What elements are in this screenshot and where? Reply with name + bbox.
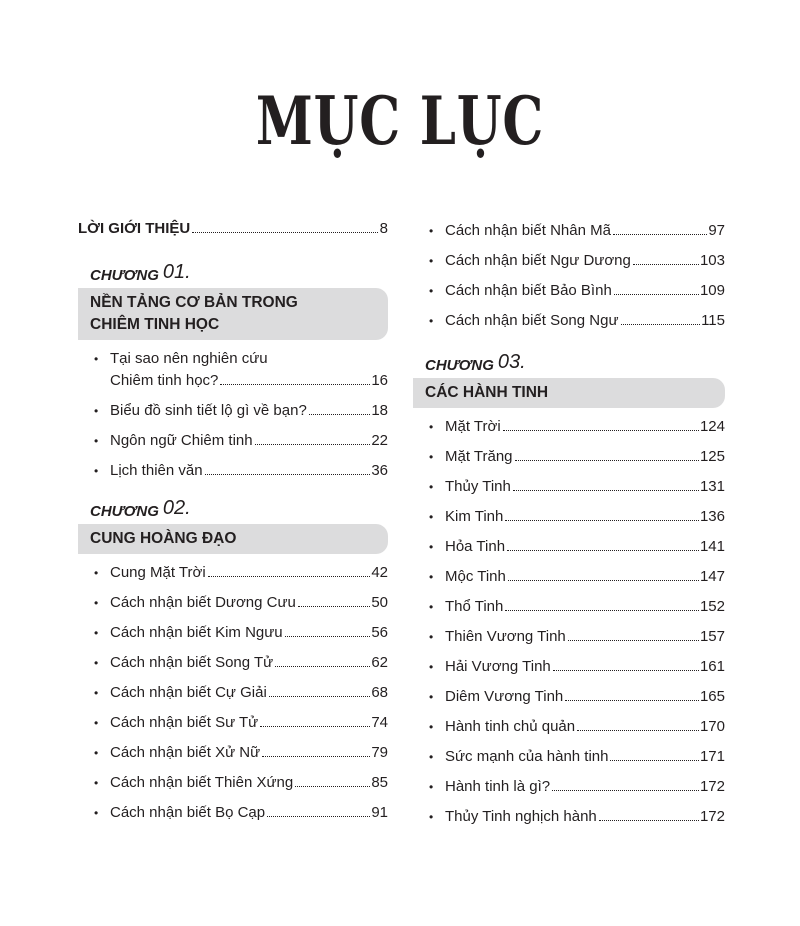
toc-entry[interactable] (78, 592, 388, 614)
entry-label: Cách nhận biết Thiên Xứng (110, 774, 294, 791)
leader-dots (565, 699, 699, 701)
entry-label: Cách nhận biết Ngư Dương (445, 252, 631, 269)
entry-label: Cách nhận biết Xử Nữ (110, 744, 261, 761)
bullet-icon: • (94, 746, 99, 760)
leader-dots (553, 669, 699, 671)
bullet-icon: • (429, 420, 434, 434)
bullet-icon: • (94, 776, 99, 790)
leader-dots (192, 231, 377, 233)
leader-dots (505, 609, 699, 611)
toc-entry[interactable] (78, 802, 388, 824)
entry-page: 141 (699, 538, 725, 555)
entry-page: 22 (371, 432, 388, 449)
bullet-icon: • (429, 660, 434, 674)
entry-label: Cách nhận biết Cự Giải (110, 684, 267, 701)
leader-dots (269, 695, 371, 697)
entry-label: Mặt Trăng (445, 448, 513, 465)
entry-page: 157 (699, 628, 725, 645)
entry-label: Cách nhận biết Song Ngư (445, 312, 619, 329)
toc-entry[interactable] (413, 310, 725, 332)
intro-page: 8 (379, 220, 388, 237)
entry-label: Cách nhận biết Sư Tử (110, 714, 259, 731)
chapter-word: CHƯƠNG (90, 267, 159, 284)
leader-dots (508, 579, 699, 581)
toc-entry[interactable] (78, 430, 388, 452)
leader-dots (309, 413, 371, 415)
toc-entry[interactable] (413, 566, 725, 588)
bullet-icon: • (94, 464, 99, 478)
toc-left-column (78, 220, 388, 824)
leader-dots (262, 755, 370, 757)
chapter-title-line: NỀN TẢNG CƠ BẢN TRONG (90, 294, 298, 311)
leader-dots (505, 519, 699, 521)
entry-page: 50 (371, 594, 388, 611)
leader-dots (568, 639, 699, 641)
entry-page: 131 (699, 478, 725, 495)
page-title: MỤC LỤC (255, 82, 545, 160)
entry-label: Thủy Tinh (445, 478, 511, 495)
entry-label: Thiên Vương Tinh (445, 628, 566, 645)
leader-dots (205, 473, 371, 475)
leader-dots (610, 759, 698, 761)
entry-label: Hành tinh chủ quản (445, 718, 576, 735)
chapter-03-items (413, 416, 725, 828)
chapter-01-heading (78, 254, 388, 284)
intro-label: LỜI GIỚI THIỆU (78, 220, 191, 237)
entry-label: Mặt Trời (445, 418, 501, 435)
leader-dots (275, 665, 370, 667)
entry-page: 172 (699, 778, 725, 795)
entry-label: Diêm Vương Tinh (445, 688, 564, 705)
chapter-02-heading (78, 490, 388, 520)
toc-entry[interactable] (413, 806, 725, 828)
toc-entry[interactable] (413, 626, 725, 648)
toc-entry[interactable] (413, 716, 725, 738)
toc-entry[interactable] (413, 446, 725, 468)
bullet-icon: • (94, 716, 99, 730)
entry-page: 36 (371, 462, 388, 479)
toc-entry[interactable] (78, 562, 388, 584)
toc-entry[interactable] (78, 652, 388, 674)
entry-label: Thổ Tinh (445, 598, 504, 615)
bullet-icon: • (94, 596, 99, 610)
leader-dots (255, 443, 371, 445)
entry-label: Cách nhận biết Dương Cưu (110, 594, 296, 611)
entry-page: 18 (371, 402, 388, 419)
entry-page: 97 (708, 222, 725, 239)
entry-page: 42 (371, 564, 388, 581)
chapter-02-title (78, 524, 388, 554)
toc-entry[interactable] (78, 460, 388, 482)
entry-page: 56 (371, 624, 388, 641)
entry-label: Thủy Tinh nghịch hành (445, 808, 597, 825)
entry-page: 62 (371, 654, 388, 671)
chapter-number: 03. (497, 351, 526, 373)
entry-label: Mộc Tinh (445, 568, 506, 585)
entry-label: Cách nhận biết Song Tử (110, 654, 274, 671)
entry-page: 79 (371, 744, 388, 761)
chapter-02-items-right (413, 220, 725, 332)
toc-entry[interactable] (78, 622, 388, 644)
entry-page: 136 (699, 508, 725, 525)
entry-page: 109 (699, 282, 725, 299)
entry-label: Lịch thiên văn (110, 462, 203, 479)
bullet-icon: • (94, 566, 99, 580)
chapter-03-title (413, 378, 725, 408)
entry-page: 16 (371, 372, 388, 389)
entry-page: 85 (371, 774, 388, 791)
bullet-icon: • (429, 540, 434, 554)
bullet-icon: • (94, 626, 99, 640)
leader-dots (507, 549, 699, 551)
chapter-01-items (78, 348, 388, 482)
bullet-icon: • (429, 750, 434, 764)
entry-label: Cách nhận biết Bọ Cạp (110, 804, 266, 821)
leader-dots (295, 785, 370, 787)
entry-label: Cách nhận biết Kim Ngưu (110, 624, 283, 641)
entry-label-line1: Tại sao nên nghiên cứu (110, 350, 268, 367)
chapter-number: 02. (162, 497, 191, 519)
toc-right-column (413, 220, 725, 828)
entry-page: 172 (699, 808, 725, 825)
entry-label: Biểu đồ sinh tiết lộ gì về bạn? (110, 402, 307, 419)
entry-page: 74 (371, 714, 388, 731)
toc-entry[interactable] (413, 656, 725, 678)
toc-entry[interactable] (78, 772, 388, 794)
entry-label: Hỏa Tinh (445, 538, 506, 555)
bullet-icon: • (429, 254, 434, 268)
leader-dots (599, 819, 699, 821)
entry-page: 171 (699, 748, 725, 765)
leader-dots (513, 489, 699, 491)
leader-dots (267, 815, 370, 817)
leader-dots (552, 789, 699, 791)
toc-entry-intro[interactable] (78, 220, 388, 242)
entry-label: Hành tinh là gì? (445, 778, 551, 795)
bullet-icon: • (429, 480, 434, 494)
toc-entry[interactable] (78, 682, 388, 704)
leader-dots (633, 263, 699, 265)
entry-page: 152 (699, 598, 725, 615)
bullet-icon: • (94, 656, 99, 670)
bullet-icon: • (94, 686, 99, 700)
toc-entry[interactable] (413, 250, 725, 272)
entry-page: 170 (699, 718, 725, 735)
entry-label: Cách nhận biết Nhân Mã (445, 222, 611, 239)
bullet-icon: • (429, 810, 434, 824)
toc-entry[interactable] (413, 280, 725, 302)
bullet-icon: • (429, 720, 434, 734)
chapter-01-title (78, 288, 388, 340)
entry-page: 165 (699, 688, 725, 705)
chapter-title-line: CUNG HOÀNG ĐẠO (90, 530, 237, 547)
entry-label: Kim Tinh (445, 508, 504, 525)
toc-entry[interactable] (413, 776, 725, 798)
leader-dots (220, 383, 370, 385)
chapter-title-line: CÁC HÀNH TINH (425, 384, 549, 401)
leader-dots (298, 605, 370, 607)
leader-dots (503, 429, 699, 431)
bullet-icon: • (429, 450, 434, 464)
bullet-icon: • (429, 284, 434, 298)
chapter-title-line: CHIÊM TINH HỌC (90, 316, 220, 333)
toc-entry[interactable] (78, 348, 388, 392)
entry-label: Hải Vương Tinh (445, 658, 551, 675)
leader-dots (515, 459, 699, 461)
toc-entry[interactable] (413, 416, 725, 438)
chapter-02-items-left (78, 562, 388, 824)
toc-entry[interactable] (78, 742, 388, 764)
toc-entry[interactable] (413, 476, 725, 498)
bullet-icon: • (429, 690, 434, 704)
chapter-word: CHƯƠNG (425, 357, 494, 374)
leader-dots (614, 293, 699, 295)
bullet-icon: • (94, 352, 99, 366)
bullet-icon: • (429, 630, 434, 644)
leader-dots (577, 729, 699, 731)
entry-page: 125 (699, 448, 725, 465)
toc-entry[interactable] (413, 220, 725, 242)
chapter-word: CHƯƠNG (90, 503, 159, 520)
toc-entry[interactable] (413, 746, 725, 768)
chapter-number: 01. (162, 261, 191, 283)
entry-label: Cách nhận biết Bảo Bình (445, 282, 612, 299)
entry-label: Ngôn ngữ Chiêm tinh (110, 432, 253, 449)
chapter-03-heading (413, 344, 725, 374)
leader-dots (621, 323, 701, 325)
bullet-icon: • (429, 780, 434, 794)
toc-entry[interactable] (78, 712, 388, 734)
entry-page: 68 (371, 684, 388, 701)
toc-entry[interactable] (78, 400, 388, 422)
toc-entry[interactable] (413, 686, 725, 708)
entry-page: 91 (371, 804, 388, 821)
entry-page: 115 (701, 312, 725, 329)
leader-dots (260, 725, 370, 727)
bullet-icon: • (429, 600, 434, 614)
entry-page: 147 (699, 568, 725, 585)
leader-dots (613, 233, 707, 235)
bullet-icon: • (94, 434, 99, 448)
entry-page: 161 (699, 658, 725, 675)
bullet-icon: • (429, 510, 434, 524)
entry-page: 103 (699, 252, 725, 269)
entry-label: Sức mạnh của hành tinh (445, 748, 609, 765)
toc-entry[interactable] (413, 506, 725, 528)
bullet-icon: • (429, 570, 434, 584)
toc-entry[interactable] (413, 596, 725, 618)
entry-label: Cung Mặt Trời (110, 564, 206, 581)
leader-dots (285, 635, 371, 637)
bullet-icon: • (429, 314, 434, 328)
leader-dots (208, 575, 371, 577)
bullet-icon: • (429, 224, 434, 238)
toc-entry[interactable] (413, 536, 725, 558)
entry-label: Chiêm tinh học? (110, 372, 219, 389)
bullet-icon: • (94, 404, 99, 418)
entry-page: 124 (699, 418, 725, 435)
bullet-icon: • (94, 806, 99, 820)
